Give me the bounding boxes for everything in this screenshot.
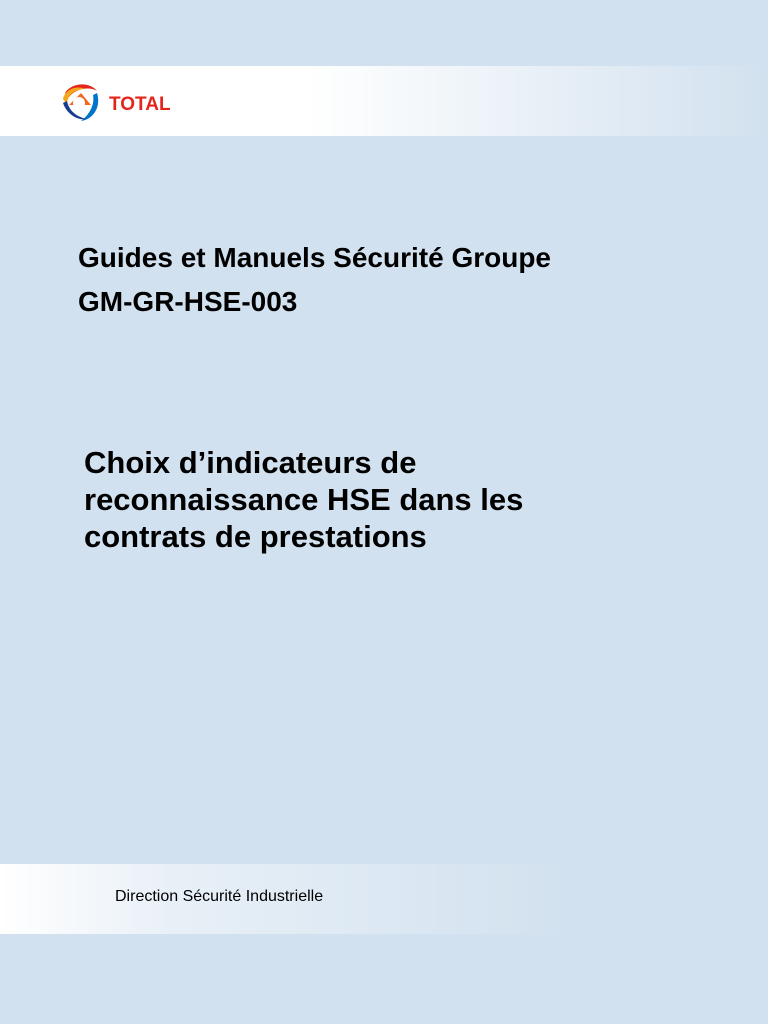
subject-line: Choix d’indicateurs de [84,445,417,480]
document-code: GM-GR-HSE-003 [78,286,298,317]
total-logo-icon [57,79,207,123]
series-title: Guides et Manuels Sécurité Groupe [78,242,552,273]
series-heading [78,236,718,324]
department-name: Direction Sécurité Industrielle [115,888,324,905]
brand-wordmark: TOTAL [109,94,171,115]
document-subject [84,444,704,555]
subject-line: reconnaissance HSE dans les [84,482,524,517]
subject-line: contrats de prestations [84,519,427,554]
total-logo [57,79,207,123]
